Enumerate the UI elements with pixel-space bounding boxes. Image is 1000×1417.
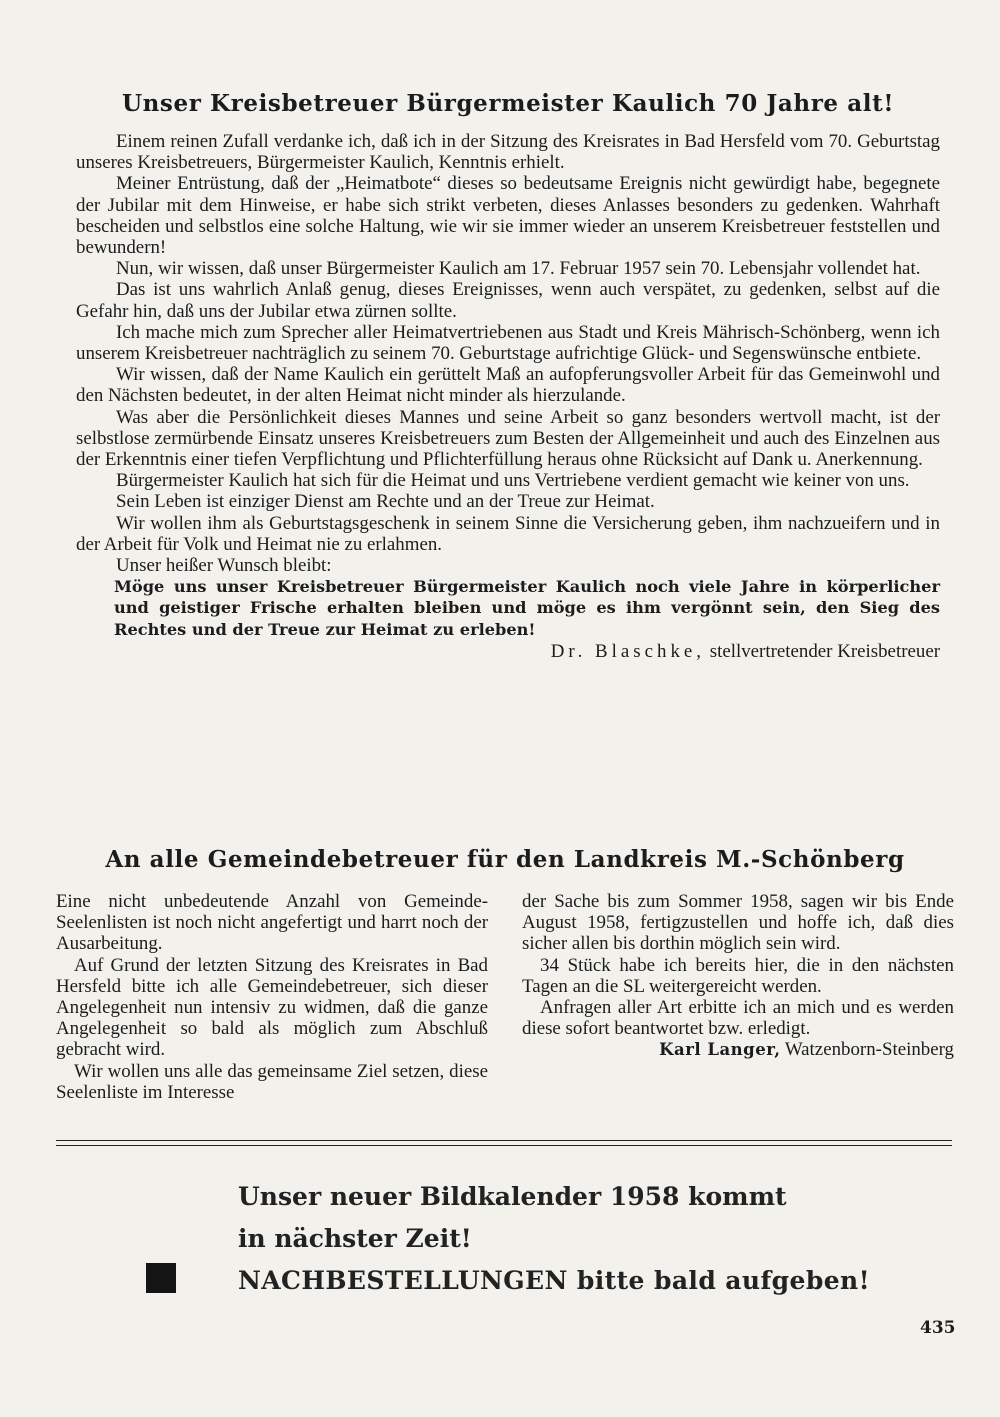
paragraph: Sein Leben ist einziger Dienst am Rechte und an der Treue zur Heimat. — [116, 491, 655, 513]
paragraph: Nun, wir wissen, daß unser Bürgermeister Kaulich am 17. Februar 1957 sein 70. Lebensjahr vollendet hat. — [116, 258, 921, 280]
paragraph: Ich mache mich zum Sprecher aller Heimatvertriebenen aus Stadt und Kreis Mährisch-Schönberg, wenn ich unserem Kreisbetreuer nachträglich zu seinem 70. Geburtstage aufrichtige Glück- und Segenswünsche entbiete. — [76, 321, 940, 365]
left-column — [56, 891, 488, 1103]
two-column-body — [56, 891, 954, 1103]
right-column — [522, 891, 954, 1103]
promo-line: NACHBESTELLUNGEN bitte bald aufgeben! — [238, 1266, 870, 1295]
divider-rule — [56, 1140, 952, 1141]
square-bullet-icon — [146, 1263, 176, 1293]
paragraph: Unser heißer Wunsch bleibt: — [116, 555, 332, 577]
paragraph: Wir wissen, daß der Name Kaulich ein gerüttelt Maß an aufopferungsvoller Arbeit für das Gemeinwohl und den Nächsten bedeutet, in der alten Heimat nicht minder als hierzulande. — [76, 364, 940, 407]
paragraph: Bürgermeister Kaulich hat sich für die Heimat und uns Vertriebene verdient gemacht wie keiner von uns. — [116, 470, 910, 492]
promo-line: in nächster Zeit! — [238, 1224, 472, 1253]
paragraph: der Sache bis zum Sommer 1958, sagen wir bis Ende August 1958, fertigzustellen und hoffe ich, daß dies sicher allen bis dorthin möglich sein wird. — [522, 891, 954, 955]
page-number: 435 — [920, 1318, 956, 1338]
paragraph: Eine nicht unbedeutende Anzahl von Gemeinde-Seelenlisten ist noch nicht angefertigt und harrt noch der Ausarbeitung. — [56, 891, 488, 955]
article-title: Unser Kreisbetreuer Bürgermeister Kaulich 70 Jahre alt! — [121, 90, 895, 117]
calendar-announcement — [238, 1176, 958, 1302]
signature-place: Watzenborn-Steinberg — [784, 1039, 954, 1061]
signature-name: Dr. Blaschke, — [550, 640, 706, 662]
article-body — [76, 131, 940, 576]
closing-wish: Möge uns unser Kreisbetreuer Bürgermeister Kaulich noch viele Jahre in körperlicher und geistiger Frische erhalten bleiben und möge es ihm vergönnt sein, den Sieg des Rechtes und der Treue zur Heimat zu erleben! — [114, 577, 940, 639]
signature-name: Karl Langer, — [659, 1040, 781, 1060]
signature — [76, 640, 940, 663]
paragraph: Einem reinen Zufall verdanke ich, daß ich in der Sitzung des Kreisrates in Bad Hersfeld vom 70. Geburtstag unseres Kreisbetreuers, Bürgermeister Kaulich, Kenntnis erhielt. — [76, 131, 940, 174]
paragraph: Wir wollen uns alle das gemeinsame Ziel setzen, diese Seelenliste im Interesse — [56, 1060, 488, 1103]
article-gemeindebetreuer — [56, 846, 954, 1103]
paragraph: Was aber die Persönlichkeit dieses Mannes und seine Arbeit so ganz besonders wertvoll macht, ist der selbstlose zermürbende Einsatz unseres Kreisbetreuers zum Besten der Allgemeinheit und auch des Einzelnen aus der Erkenntnis einer tiefen Verpflichtung und Pflichterfüllung heraus ohne Rücksicht auf Dank u. Anerkennung. — [76, 406, 940, 471]
paragraph: Meiner Entrüstung, daß der „Heimatbote“ dieses so bedeutsame Ereignis nicht gewürdigt habe, begegnete der Jubilar mit dem Hinweise, er habe sich strikt verbeten, dieses Anlasses besonders zu gedenken. Wahrhaft bescheiden und selbstlos eine solche Haltung, wie wir sie immer wieder an unserem Kreisbetreuer feststellen und bewundern! — [76, 173, 940, 259]
article-kaulich — [76, 90, 940, 663]
signature — [522, 1039, 954, 1060]
signature-role: stellvertretender Kreisbetreuer — [709, 640, 940, 662]
promo-line: Unser neuer Bildkalender 1958 kommt — [238, 1182, 787, 1211]
divider-rule — [56, 1145, 952, 1146]
paragraph: Das ist uns wahrlich Anlaß genug, dieses Ereignisses, wenn auch verspätet, zu gedenken, selbst auf die Gefahr hin, daß uns der Jubilar etwa zürnen sollte. — [76, 279, 940, 322]
article-title: An alle Gemeindebetreuer für den Landkreis M.-Schönberg — [105, 846, 905, 873]
paragraph: Auf Grund der letzten Sitzung des Kreisrates in Bad Hersfeld bitte ich alle Gemeindebetreuer, sich dieser Angelegenheit nun intensiv zu widmen, daß die ganze Angelegenheit so bald als möglich zum Abschluß gebracht wird. — [56, 954, 488, 1061]
paragraph: 34 Stück habe ich bereits hier, die in den nächsten Tagen an die SL weitergereicht werden. — [522, 954, 954, 997]
paragraph: Wir wollen ihm als Geburtstagsgeschenk in seinem Sinne die Versicherung geben, ihm nachzueifern und in der Arbeit für Volk und Heimat nie zu erlahmen. — [76, 512, 940, 555]
paragraph: Anfragen aller Art erbitte ich an mich und es werden diese sofort beantwortet bzw. erledigt. — [522, 997, 954, 1040]
